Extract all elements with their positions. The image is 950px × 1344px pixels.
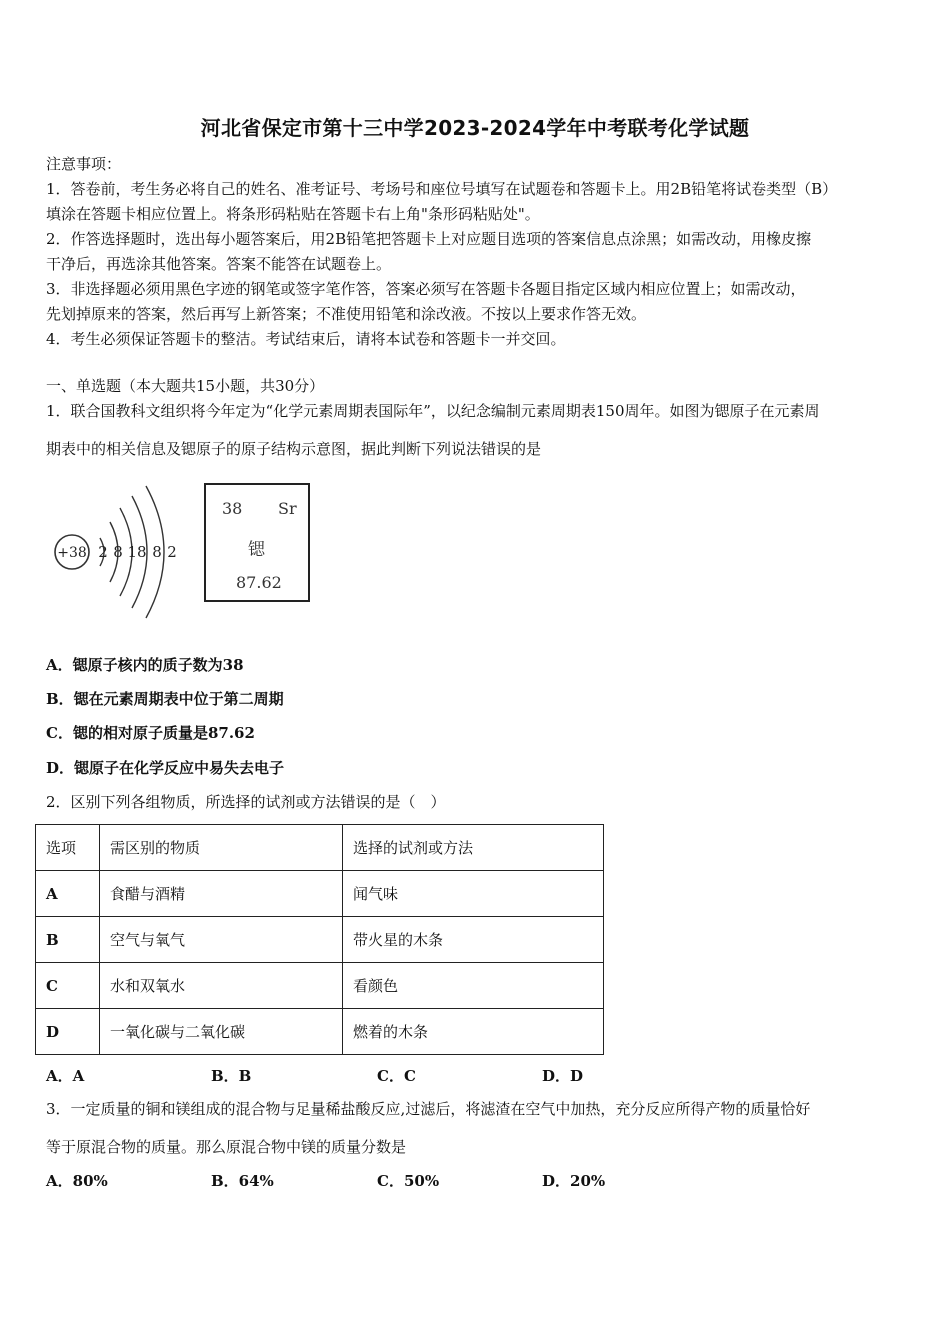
note-line: 先划掉原来的答案，然后再写上新答案；不准使用铅笔和涂改液。不按以上要求作答无效。 [46, 305, 647, 323]
table-cell: A [36, 871, 100, 917]
table-header-row [36, 825, 604, 871]
q3-answer-a: A．80% [46, 1172, 108, 1190]
q2-table [35, 824, 604, 1055]
table-cell: 燃着的木条 [343, 1009, 604, 1055]
table-cell: D [36, 1009, 100, 1055]
table-row [36, 963, 604, 1009]
table-row [36, 871, 604, 917]
shell-electron-count: 18 [127, 543, 147, 561]
element-name: 锶 [248, 540, 265, 560]
note-line: 2．作答选择题时，选出每小题答案后，用2B铅笔把答题卡上对应题目选项的答案信息点涂黑；如需改动，用橡皮擦 [46, 230, 812, 248]
shell-electron-count: 8 [152, 543, 162, 561]
q2-answer-a: A．A [46, 1067, 85, 1085]
table-cell: 看颜色 [343, 963, 604, 1009]
question-line: 1．联合国教科文组织将今年定为“化学元素周期表国际年”，以纪念编制元素周期表150周年。如图为锶原子在元素周 [46, 402, 820, 420]
table-row [36, 1009, 604, 1055]
table-cell: 闻气味 [343, 871, 604, 917]
table-row [36, 917, 604, 963]
q3-answer-b: B．64% [211, 1172, 274, 1190]
q1-option-d: D．锶原子在化学反应中易失去电子 [46, 759, 285, 777]
table-header: 需区别的物质 [100, 825, 343, 871]
question-1-stem [46, 398, 908, 474]
table-header: 选择的试剂或方法 [343, 825, 604, 871]
table-cell: C [36, 963, 100, 1009]
note-line: 4．考生必须保证答题卡的整洁。考试结束后，请将本试卷和答题卡一并交回。 [46, 330, 566, 348]
notes-heading: 注意事项： [46, 155, 122, 173]
shell-electron-count: 2 [167, 543, 177, 561]
nucleus-charge: +38 [57, 545, 87, 561]
question-line: 期表中的相关信息及锶原子的原子结构示意图，据此判断下列说法错误的是 [46, 440, 542, 458]
q3-answer-c: C．50% [377, 1172, 440, 1190]
question-2-stem: 2．区别下列各组物质，所选择的试剂或方法错误的是（ ） [46, 793, 446, 811]
table-header: 选项 [36, 825, 100, 871]
note-line: 3．非选择题必须用黑色字迹的钢笔或签字笔作答，答案必须写在答题卡各题目指定区域内相应位置上；如需改动， [46, 280, 806, 298]
question-3-line: 等于原混合物的质量。那么原混合物中镁的质量分数是 [46, 1138, 407, 1156]
table-cell: 空气与氧气 [100, 917, 343, 963]
section-heading: 一、单选题（本大题共15小题，共30分） [46, 377, 325, 395]
q1-option-a: A．锶原子核内的质子数为38 [46, 656, 244, 674]
periodic-table-cell [204, 483, 310, 602]
shell-electron-count: 2 [98, 543, 108, 561]
note-line: 1．答卷前，考生务必将自己的姓名、准考证号、考场号和座位号填写在试题卷和答题卡上。用2B铅笔将试卷类型（B） [46, 180, 838, 198]
notes-block [46, 152, 908, 352]
note-line: 干净后，再选涂其他答案。答案不能答在试题卷上。 [46, 255, 392, 273]
exam-title: 河北省保定市第十三中学2023-2024学年中考联考化学试题 [200, 116, 750, 140]
shell-electron-count: 8 [113, 543, 123, 561]
element-symbol: Sr [278, 499, 297, 518]
q2-answer-b: B．B [211, 1067, 252, 1085]
table-cell: 水和双氧水 [100, 963, 343, 1009]
question-3-line: 3．一定质量的铜和镁组成的混合物与足量稀盐酸反应,过滤后，将滤渣在空气中加热，充分反应所得产物的质量恰好 [46, 1100, 811, 1118]
table-cell: 一氧化碳与二氧化碳 [100, 1009, 343, 1055]
atom-structure-diagram [46, 466, 196, 626]
table-cell: 食醋与酒精 [100, 871, 343, 917]
q1-option-c: C．锶的相对原子质量是87.62 [46, 724, 255, 742]
note-line: 填涂在答题卡相应位置上。将条形码粘贴在答题卡右上角"条形码粘贴处"。 [46, 205, 540, 223]
table-cell: B [36, 917, 100, 963]
q3-answer-d: D．20% [542, 1172, 606, 1190]
atomic-number: 38 [222, 499, 243, 518]
q1-option-b: B．锶在元素周期表中位于第二周期 [46, 690, 284, 708]
table-cell: 带火星的木条 [343, 917, 604, 963]
q2-answer-d: D．D [542, 1067, 584, 1085]
q2-answer-c: C．C [377, 1067, 416, 1085]
atomic-mass: 87.62 [236, 573, 282, 592]
